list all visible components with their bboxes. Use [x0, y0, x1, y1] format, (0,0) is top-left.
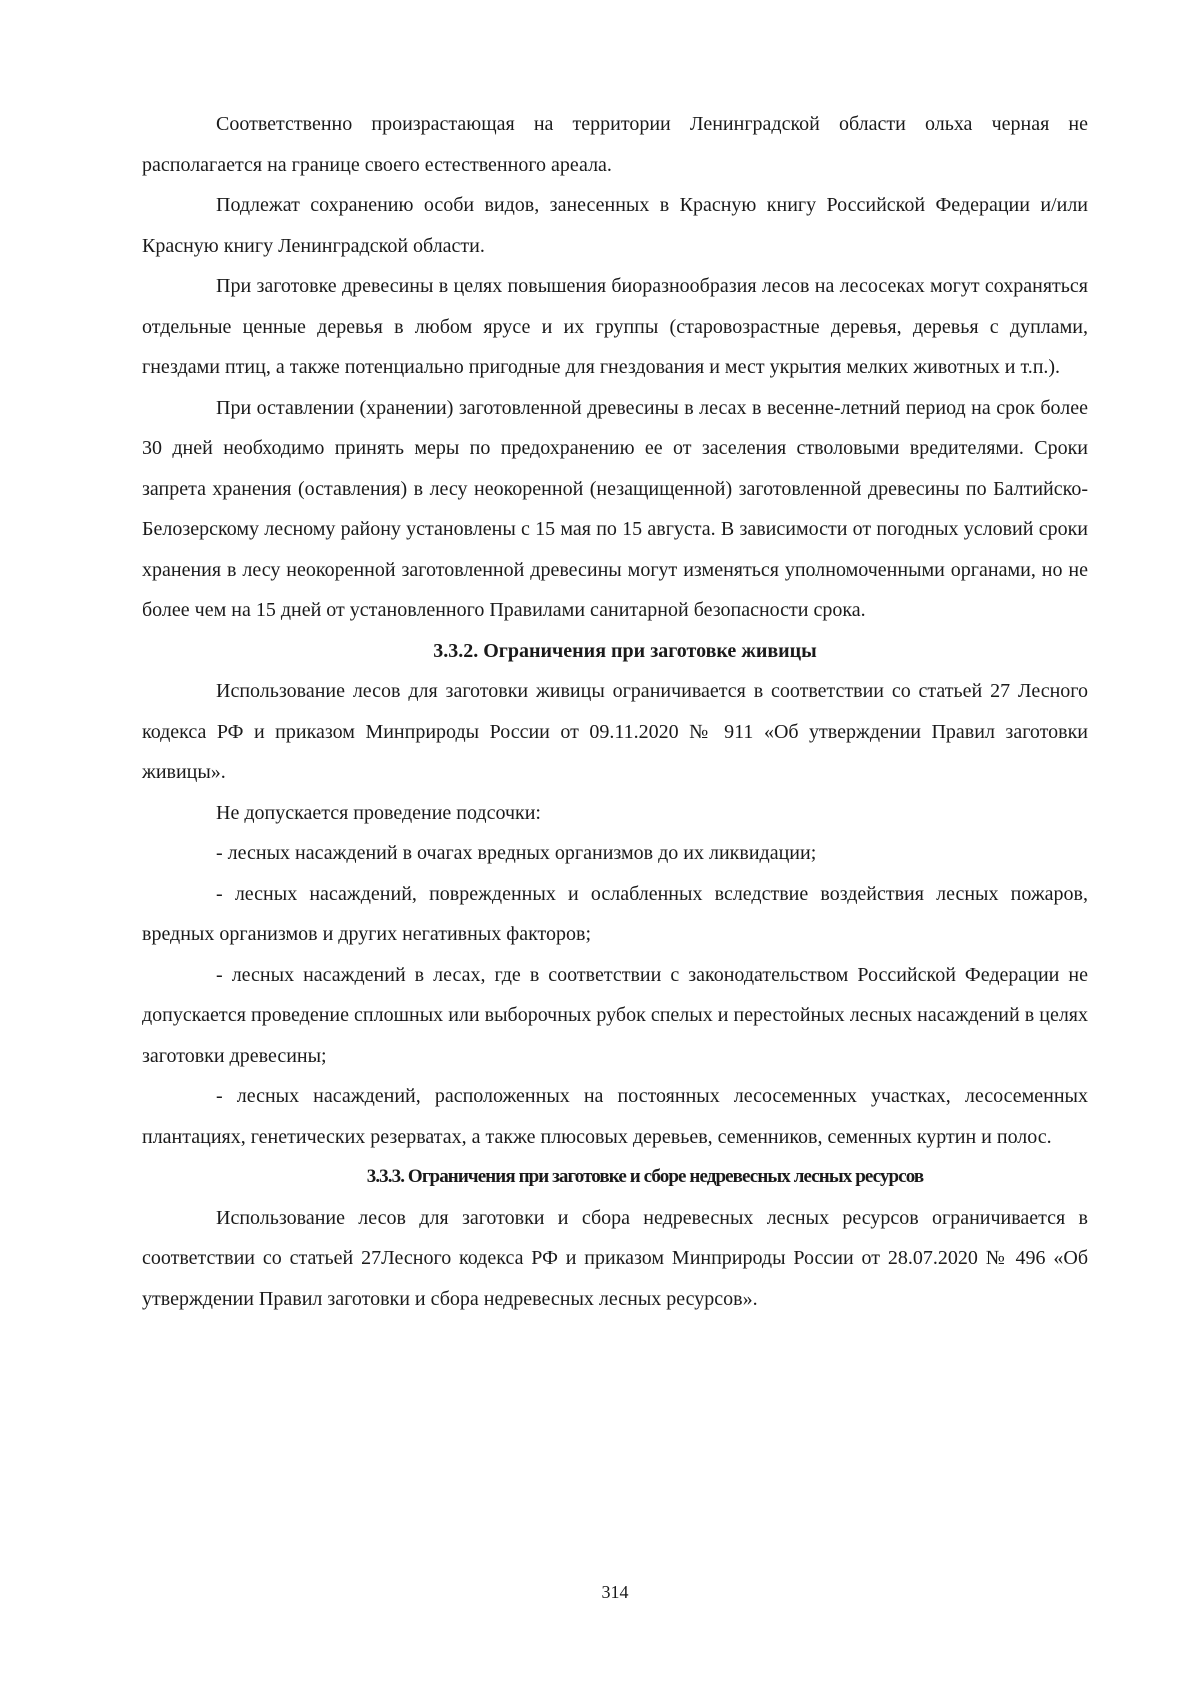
body-paragraph: При заготовке древесины в целях повышения биоразнообразия лесов на лесосеках могут сохраняться отдельные ценные деревья в любом ярусе и их группы (старовозрастные деревья, деревья с дуплами, гнездами птиц, а также потенциально пригодные для гнездования и мест укрытия мелких животных и т.п.). [142, 275, 1088, 378]
body-paragraph: Соответственно произрастающая на территории Ленинградской области ольха черная не располагается на границе своего естественного ареала. [142, 113, 1088, 176]
section-heading-3-3-2: 3.3.2. Ограничения при заготовке живицы [433, 639, 817, 662]
body-paragraph: Использование лесов для заготовки и сбора недревесных лесных ресурсов ограничивается в соответствии со статьей 27Лесного кодекса РФ и приказом Минприроды России от 28.07.2020 № 496 «Об утверждении Правил заготовки и сбора недревесных лесных ресурсов». [142, 1206, 1088, 1310]
body-paragraph: При оставлении (хранении) заготовленной древесины в лесах в весенне-летний период на срок более 30 дней необходимо принять меры по предохранению ее от заселения стволовыми вредителями. Сроки запрета хранения (оставления) в лесу неокоренной (незащищенной) заготовленной древесины по Балтийско-Белозерскому лесному району установлены с 15 мая по 15 августа. В зависимости от погодных условий сроки хранения в лесу неокоренной заготовленной древесины могут изменяться уполномоченными органами, но не более чем на 15 дней от установленного Правилами санитарной безопасности срока. [142, 396, 1088, 621]
list-item: - лесных насаждений, расположенных на постоянных лесосеменных участках, лесосеменных плантациях, генетических резерватах, а также плюсовых деревьев, семенников, семенных куртин и полос. [142, 1085, 1088, 1148]
list-item: - лесных насаждений в очагах вредных организмов до их ликвидации; [216, 842, 817, 864]
body-paragraph: Подлежат сохранению особи видов, занесенных в Красную книгу Российской Федерации и/или Красную книгу Ленинградской области. [142, 194, 1088, 257]
body-paragraph: Использование лесов для заготовки живицы ограничивается в соответствии со статьей 27 Лесного кодекса РФ и приказом Минприроды России от 09.11.2020 № 911 «Об утверждении Правил заготовки живицы». [142, 680, 1088, 783]
body-paragraph: Не допускается проведение подсочки: [216, 801, 541, 824]
list-item: - лесных насаждений в лесах, где в соответствии с законодательством Российской Федерации не допускается проведение сплошных или выборочных рубок спелых и перестойных лесных насаждений в целях заготовки древесины; [142, 963, 1088, 1067]
page-number: 314 [601, 1582, 629, 1602]
list-item: - лесных насаждений, поврежденных и ослабленных вследствие воздействия лесных пожаров, вредных организмов и других негативных факторов; [142, 882, 1088, 945]
section-heading-3-3-3: 3.3.3. Ограничения при заготовке и сборе недревесных лесных ресурсов [366, 1166, 924, 1187]
